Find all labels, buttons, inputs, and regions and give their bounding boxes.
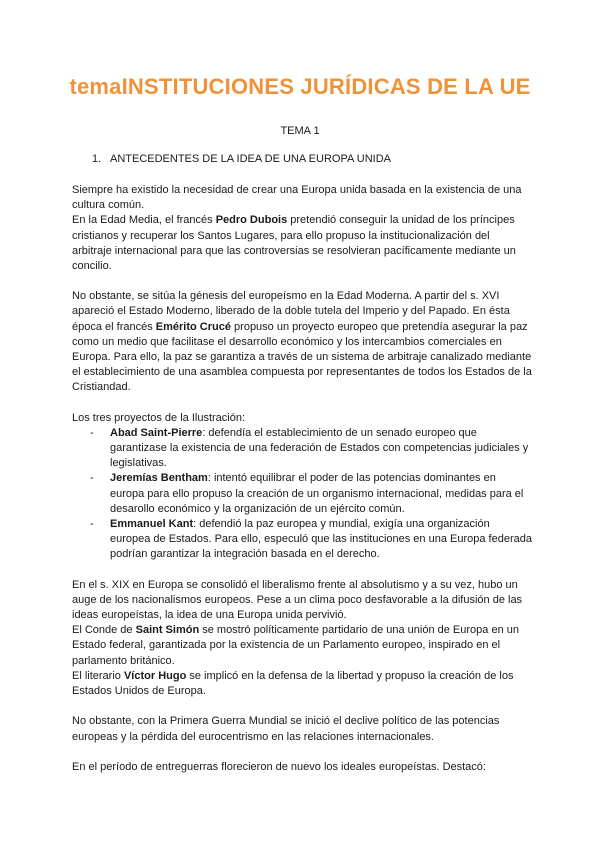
list-dash: - [90, 518, 94, 531]
list-item-bold: Abad Saint-Pierre [110, 426, 203, 439]
paragraph-2-pre: En la Edad Media, el francés [72, 214, 216, 227]
paragraph-7 [72, 669, 532, 699]
list-item [72, 471, 532, 517]
list-item-bold: Emmanuel Kant [110, 518, 194, 531]
paragraph-3 [72, 289, 532, 395]
list-item-bold: Jeremías Bentham [110, 472, 208, 485]
list-item [72, 517, 532, 563]
paragraph-7-bold: Víctor Hugo [123, 669, 187, 682]
paragraph-7-post: se implicó en la defensa de la libertad y propuso la creación de los Estados Unidos de Europa. [72, 669, 514, 698]
paragraph-6-post: se mostró políticamente partidario de una unión de Europa en un Estado federal, garantizada por la existencia de un Parlamento europeo, inspirado en el parlamento británico. [72, 624, 519, 667]
list-item [72, 426, 532, 472]
document-body [72, 183, 532, 775]
paragraph-6 [72, 623, 532, 669]
paragraph-2-post: pretendió conseguir la unidad de los príncipes cristianos y recuperar los Santos Lugares, para ello propuso la institucionalización del arbitraje internacional para que las controversias se resolvieran pacíficamente mediante un concilio. [72, 214, 516, 273]
list-item-text: : intentó equilibrar el poder de las potencias dominantes en europa para ello propuso la creación de un organismo internacional, medidas para el desarollo económico y la organización de un ejército común. [110, 472, 524, 515]
list-item-text: : defendió la paz europea y mundial, exigía una organización europea de Estados. Para ello, especuló que las instituciones en una Europa federada podrían garantizar la integración basada en el derecho. [110, 518, 532, 561]
tema-label: TEMA 1 [280, 125, 320, 137]
paragraph-8: No obstante, con la Primera Guerra Mundial se inició el declive político de las potencias europeas y la pérdida del eurocentrismo en las relaciones internacionales. [72, 715, 500, 743]
document-title: temaINSTITUCIONES JURÍDICAS DE LA UE [69, 74, 531, 99]
section-number: 1. [92, 153, 102, 165]
paragraph-5: En el s. XIX en Europa se consolidó el liberalismo frente al absolutismo y a su vez, hubo un auge de los nacionalismos europeos. Pese a un clima poco desfavorable a la difusión de las ideas europeístas, la idea de una Europa unida pervivió. [72, 578, 523, 622]
paragraph-2 [72, 213, 532, 274]
paragraph-9: En el período de entreguerras florecieron de nuevo los ideales europeístas. Destacó: [72, 760, 486, 773]
paragraph-7-pre: El literario [72, 669, 124, 682]
paragraph-4: Los tres proyectos de la Ilustración: [72, 411, 246, 424]
paragraph-2-bold: Pedro Dubois [215, 214, 288, 227]
list-dash: - [90, 472, 94, 485]
illustration-projects-list [72, 426, 532, 563]
paragraph-3-post: propuso un proyecto europeo que pretendía asegurar la paz como un medio que facilitase el desarrollo económico y los intercambios comerciales en Europa. Para ello, la paz se garantiza a través de un sistema de arbitraje canalizado mediante el establecimiento de una asamblea compuesta por representantes de todos los Estados de la Cristiandad. [72, 320, 532, 394]
paragraph-3-bold: Emérito Crucé [155, 320, 231, 333]
paragraph-6-bold: Saint Simón [135, 624, 200, 637]
paragraph-1: Siempre ha existido la necesidad de crear una Europa unida basada en la existencia de una cultura común. [72, 184, 522, 212]
list-dash: - [90, 426, 94, 439]
paragraph-6-pre: El Conde de [72, 624, 136, 637]
paragraph-3-pre: No obstante, se sitúa la génesis del europeísmo en la Edad Moderna. A partir del s. XVI apareció el Estado Moderno, liberado de la doble tutela del Imperio y del Papado. En ésta época el francés [72, 290, 510, 333]
section-heading-text: ANTECEDENTES DE LA IDEA DE UNA EUROPA UNIDA [110, 153, 391, 165]
section-heading [92, 153, 391, 165]
list-item-text: : defendía el establecimiento de un senado europeo que garantizase la existencia de una federación de Estados con competencias judiciales y legislativas. [110, 426, 529, 470]
